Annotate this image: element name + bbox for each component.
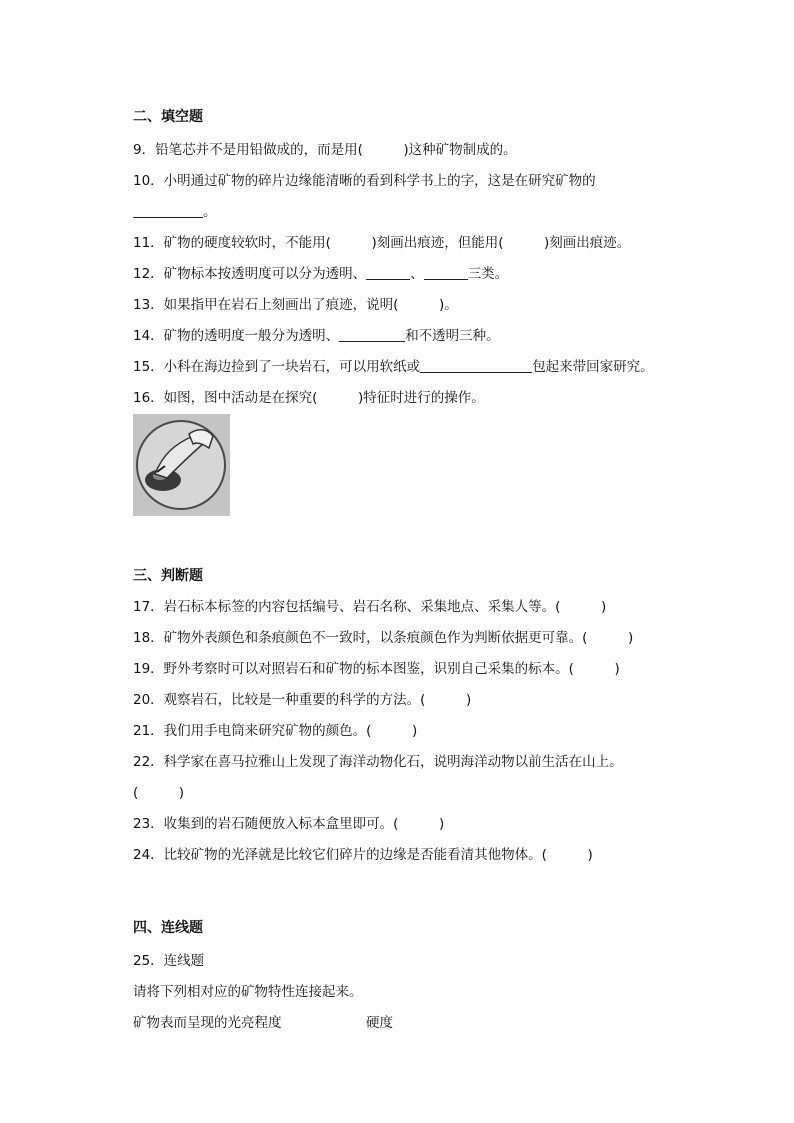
question-23: 23．收集到的岩石随便放入标本盒里即可。( ) <box>133 816 445 832</box>
question-10-text: 10．小明通过矿物的碎片边缘能清晰的看到科学书上的字，这是在研究矿物的 <box>133 173 596 189</box>
matching-left-item: 矿物表而呈现的光亮程度 <box>133 1015 282 1031</box>
question-20: 20．观察岩石，比较是一种重要的科学的方法。( ) <box>133 692 472 708</box>
question-10-answer-line <box>133 203 217 221</box>
answer-blank <box>420 359 532 373</box>
section-heading-true-false: 三、判断题 <box>133 568 203 584</box>
question-22-answer: ( ) <box>133 785 185 801</box>
question-14 <box>133 327 500 345</box>
streak-test-illustration <box>133 414 230 516</box>
question-16: 16．如图，图中活动是在探究( )特征时进行的操作。 <box>133 390 485 406</box>
answer-blank <box>133 204 203 218</box>
answer-blank <box>339 328 405 342</box>
question-14-end: 和不透明三种。 <box>405 328 500 344</box>
question-12-sep: 、 <box>410 266 424 282</box>
section-heading-fill-in: 二、填空题 <box>133 109 203 125</box>
question-12 <box>133 265 508 283</box>
matching-instruction: 请将下列相对应的矿物特性连接起来。 <box>133 984 363 1000</box>
question-13: 13．如果指甲在岩石上刻画出了痕迹，说明( )。 <box>133 297 458 313</box>
section-heading-matching: 四、连线题 <box>133 920 203 936</box>
question-12-end: 三类。 <box>467 266 509 282</box>
question-18: 18．矿物外表颜色和条痕颜色不一致时，以条痕颜色作为判断依据更可靠。( ) <box>133 630 634 646</box>
answer-blank <box>366 266 410 280</box>
question-11: 11．矿物的硬度较软时，不能用( )刻画出痕迹，但能用( )刻画出痕迹。 <box>133 235 631 251</box>
question-9: 9．铅笔芯并不是用铅做成的，而是用( )这种矿物制成的。 <box>133 142 517 158</box>
answer-blank <box>424 266 468 280</box>
question-15 <box>133 358 654 376</box>
question-25: 25．连线题 <box>133 953 205 969</box>
question-22-text: 22．科学家在喜马拉雅山上发现了海洋动物化石，说明海洋动物以前生活在山上。 <box>133 754 623 770</box>
question-24: 24．比较矿物的光泽就是比较它们碎片的边缘是否能看清其他物体。( ) <box>133 847 593 863</box>
question-19: 19．野外考察时可以对照岩石和矿物的标本图鉴，识别自己采集的标本。( ) <box>133 661 620 677</box>
question-15-text: 15．小科在海边捡到了一块岩石，可以用软纸或 <box>133 359 421 375</box>
question-14-text: 14．矿物的透明度一般分为透明、 <box>133 328 340 344</box>
streak-test-photo <box>133 414 230 516</box>
question-10-end: 。 <box>203 204 217 220</box>
question-12-text: 12．矿物标本按透明度可以分为透明、 <box>133 266 367 282</box>
question-21: 21．我们用手电筒来研究矿物的颜色。( ) <box>133 723 418 739</box>
question-15-end: 包起来带回家研究。 <box>532 359 654 375</box>
question-17: 17．岩石标本标签的内容包括编号、岩石名称、采集地点、采集人等。( ) <box>133 599 607 615</box>
matching-right-item: 硬度 <box>366 1015 393 1031</box>
